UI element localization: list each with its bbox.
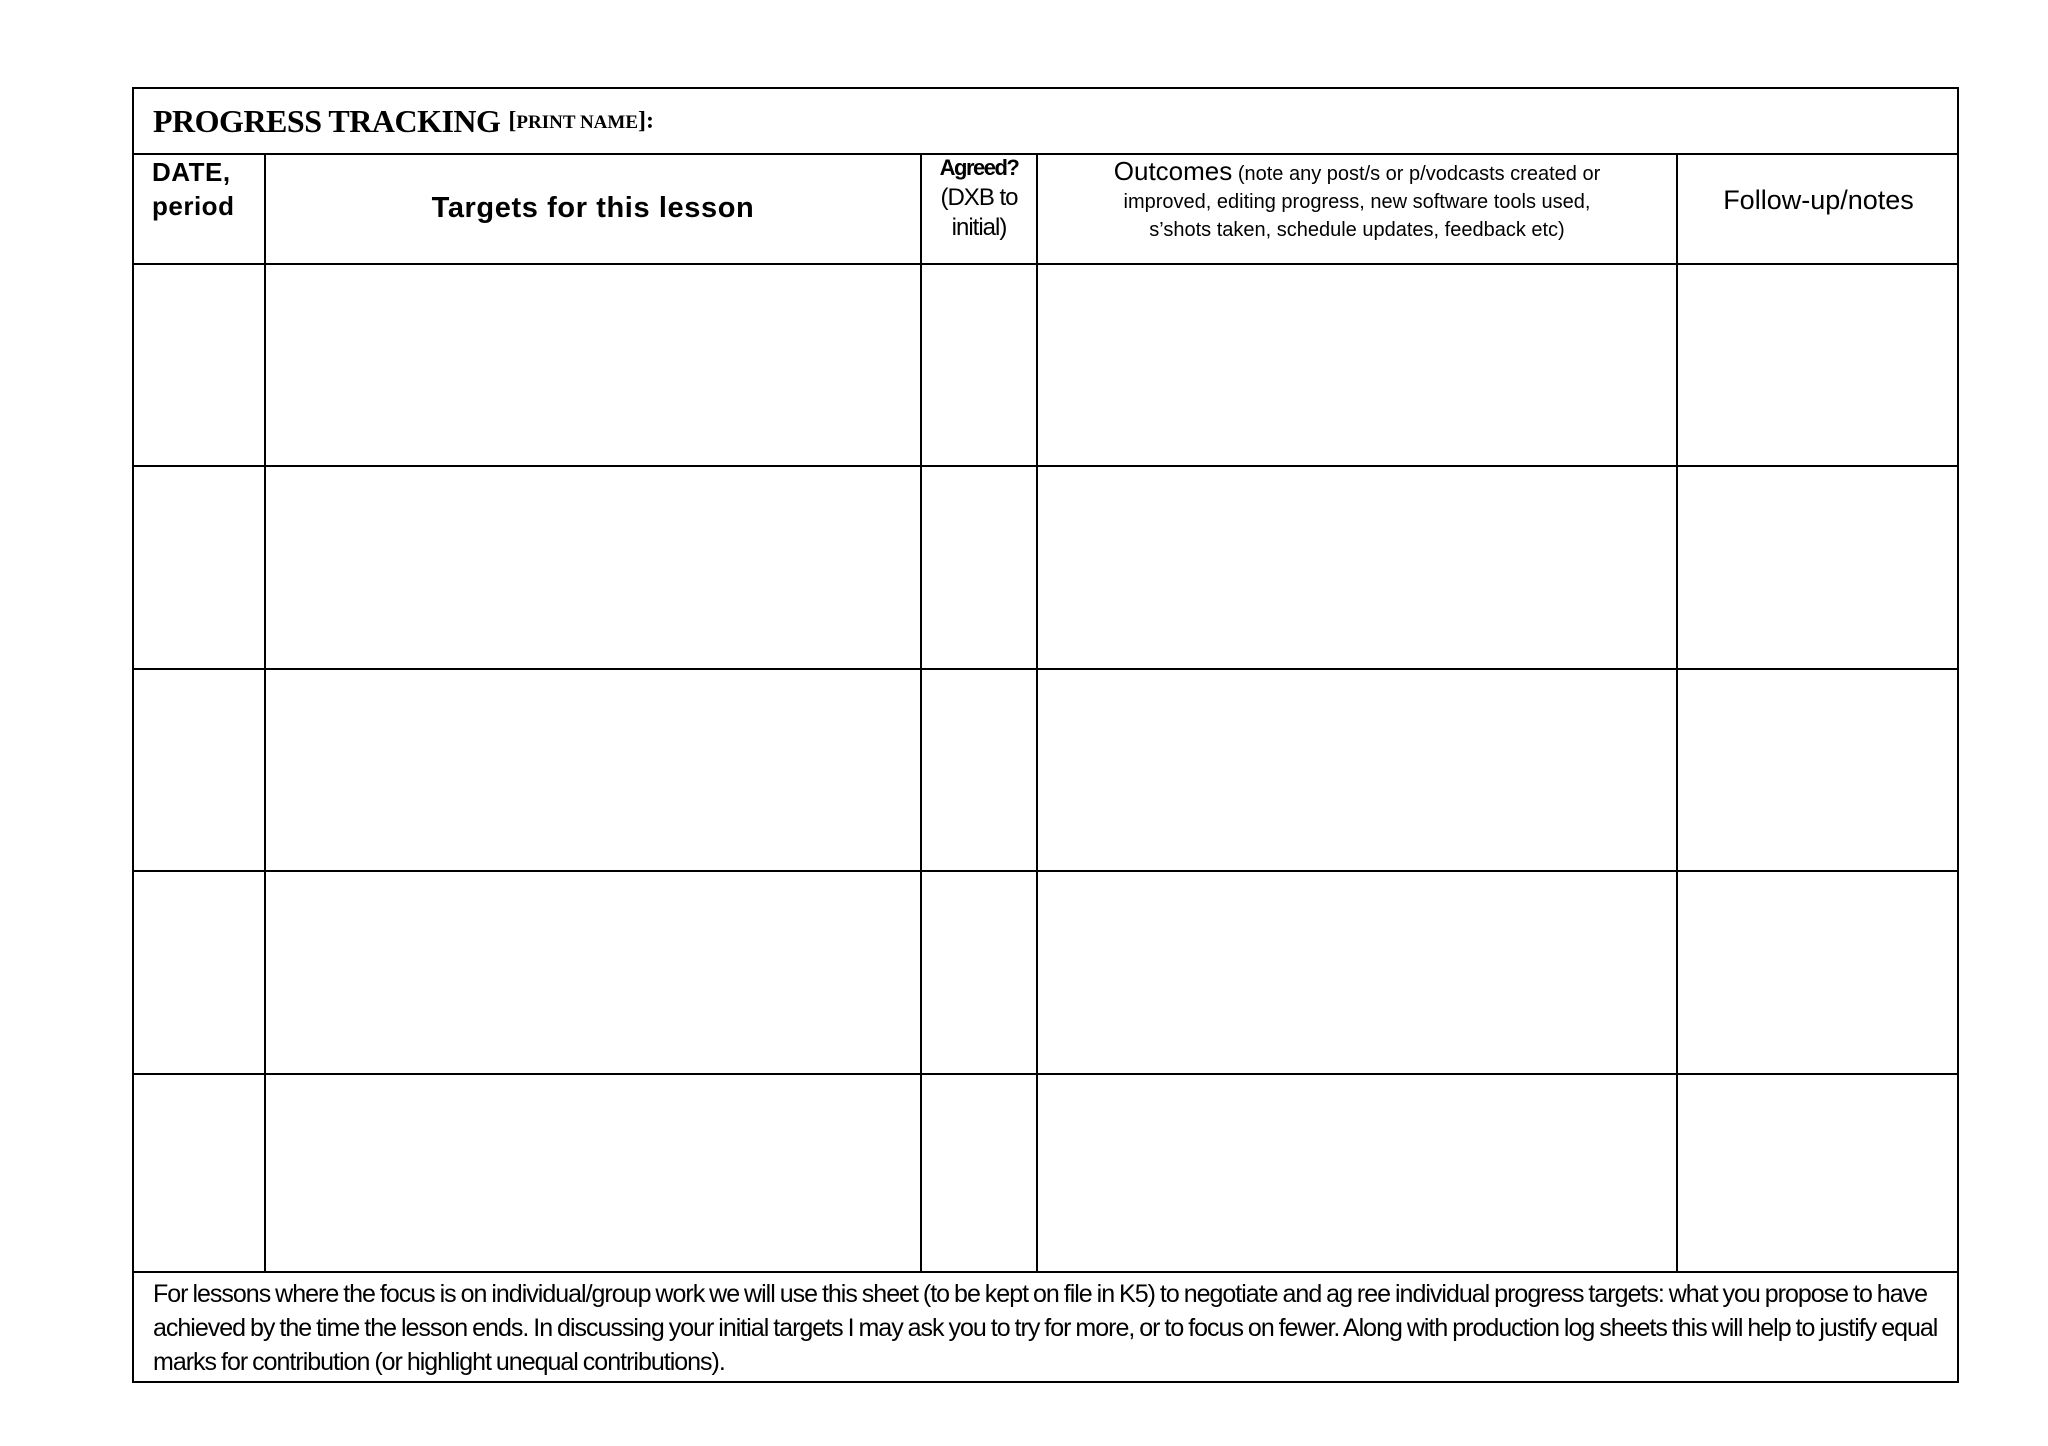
entry-date-row-4[interactable] (134, 872, 264, 1073)
header-outcomes-detail-2: improved, editing progress, new software tools used, (1123, 191, 1591, 213)
entry-outcomes-row-4[interactable] (1038, 872, 1676, 1073)
entry-agreed-row-5[interactable] (922, 1075, 1036, 1271)
instructions-note: For lessons where the focus is on individual/group work we will use this sheet (to be kept on file in K5) to negotiate and ag ree individual progress targets: what you propose to have achieved by the time the lesson ends. In discussing your initial targets I may ask you to try for more, or to focus on fewer. Along with production log sheets this will help to justify equal marks for contribution (or highlight unequal contributions). (153, 1280, 1938, 1376)
progress-tracking-form (132, 87, 1959, 1383)
header-outcomes (1038, 153, 1676, 263)
header-agreed-line2: (DXB to (940, 184, 1018, 211)
header-outcomes-detail-3: s’shots taken, schedule updates, feedback etc) (1149, 219, 1565, 241)
entry-targets-row-5[interactable] (266, 1075, 920, 1271)
header-agreed-line3: initial) (951, 214, 1007, 241)
header-targets: Targets for this lesson (431, 191, 755, 224)
entry-follow-row-2[interactable] (1678, 467, 1959, 668)
entry-agreed-row-3[interactable] (922, 670, 1036, 870)
entry-targets-row-1[interactable] (266, 265, 920, 465)
entry-agreed-row-4[interactable] (922, 872, 1036, 1073)
entry-targets-row-4[interactable] (266, 872, 920, 1073)
entry-date-row-2[interactable] (134, 467, 264, 668)
form-title: PROGRESS TRACKING (153, 102, 501, 139)
bracket-open: [ (508, 107, 517, 134)
form-title-bar (134, 89, 1957, 155)
entry-follow-row-5[interactable] (1678, 1075, 1959, 1271)
entry-follow-row-3[interactable] (1678, 670, 1959, 870)
header-date-line1: DATE, (152, 157, 231, 187)
header-date-line2: period (152, 191, 235, 221)
entry-targets-row-2[interactable] (266, 467, 920, 668)
entry-follow-row-1[interactable] (1678, 265, 1959, 465)
header-date-period (134, 153, 264, 263)
print-name-text: PRINT NAME (516, 111, 638, 133)
header-follow-up: Follow-up/notes (1723, 185, 1914, 215)
header-agreed (922, 153, 1036, 263)
entry-outcomes-row-5[interactable] (1038, 1075, 1676, 1271)
tracking-table (134, 153, 1957, 1273)
entry-outcomes-row-2[interactable] (1038, 467, 1676, 668)
entry-follow-row-4[interactable] (1678, 872, 1959, 1073)
entry-date-row-3[interactable] (134, 670, 264, 870)
header-agreed-line1: Agreed? (939, 155, 1019, 180)
entry-outcomes-row-1[interactable] (1038, 265, 1676, 465)
entry-date-row-5[interactable] (134, 1075, 264, 1271)
header-outcomes-detail-1: (note any post/s or p/vodcasts created or (1232, 163, 1601, 185)
header-outcomes-lead: Outcomes (1113, 156, 1233, 186)
entry-date-row-1[interactable] (134, 265, 264, 465)
entry-targets-row-3[interactable] (266, 670, 920, 870)
bracket-close: ]: (638, 107, 654, 134)
entry-agreed-row-1[interactable] (922, 265, 1036, 465)
entry-outcomes-row-3[interactable] (1038, 670, 1676, 870)
entry-agreed-row-2[interactable] (922, 467, 1036, 668)
print-name-label[interactable] (508, 108, 654, 135)
